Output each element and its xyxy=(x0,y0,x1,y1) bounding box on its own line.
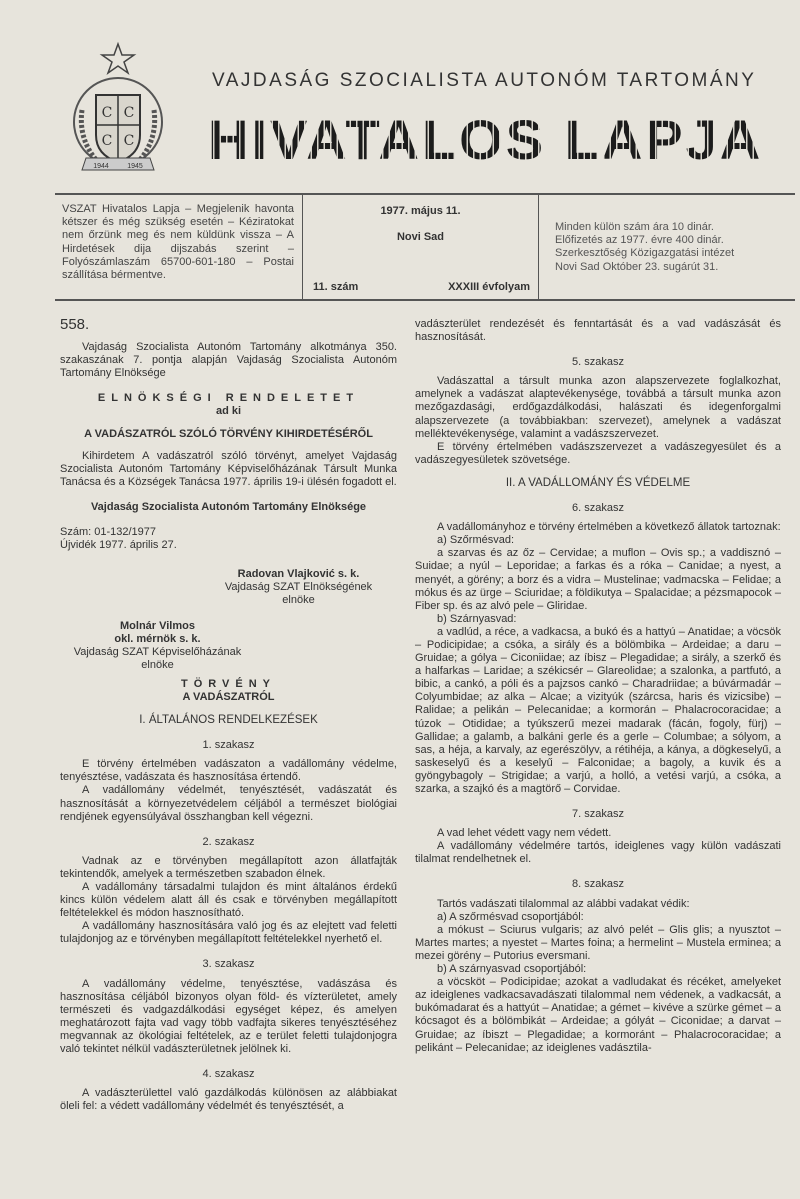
section-heading: 6. szakasz xyxy=(572,502,624,515)
left-column xyxy=(60,318,397,1113)
signature-role: elnöke xyxy=(141,658,174,671)
signature-2 xyxy=(60,620,255,672)
paragraph: A vadászterülettel való gazdálkodás különösen az alábbiakat öleli fel: a védett vadállomány védelmét és tenyésztését, a xyxy=(60,1087,397,1113)
signature-role: elnöke xyxy=(282,594,315,607)
place-date: Újvidék 1977. április 27. xyxy=(60,539,177,552)
signature-1 xyxy=(200,568,397,607)
svg-text:C: C xyxy=(123,105,135,121)
signature-name: Radovan Vlajković s. k. xyxy=(237,568,360,581)
list-label: a) A szőrmésvad csoportjából: xyxy=(437,910,584,923)
issue-info xyxy=(302,195,539,299)
section-heading: 7. szakasz xyxy=(572,808,624,821)
signature-name: Molnár Vilmos xyxy=(120,619,195,632)
info-box xyxy=(55,193,795,301)
subscription-line: Előfizetés az 1977. évre 400 dinár. xyxy=(555,234,724,247)
paragraph: E törvény értelmében vadászszervezet a vadászegyesület és a vadászegyesületek szövetsége. xyxy=(415,440,781,466)
issue-city: Novi Sad xyxy=(396,231,445,243)
paragraph: a vadlúd, a réce, a vadkacsa, a bukó és a hattyú – Anatidae; a vöcsök – Podicipidae; a csóka, a sirály és a bölömbika – Ardeidae; a daru – Gruidae; a gólya – Ciconiidae; az íbisz – Plegadidae; a sirály, a szerkő és a halfarkas – Laridae; a székicsér – Glareolidae; a szalonka, a partfutó, a bibic, a cankó, a póli és a pajzsos cankó – Charadriidae; a búvármadár – Colyumbidae; az alka – Alcae; a vizityúk (szárcsa, haris és vizicsibe) – Ralidae; a pelikán – Pelecanidae; a kormorán – Phalacrocoracidae; a túzok – Otididae; a tyúkszerű mezei madarak (fácán, fogoly, fürj) – Gallidae; a galamb, a balkáni gerle és a gerle – Columbae; a sólyom, a sas, a héja, a karvaly, az egerészölyv, a rétihéja, a kánya, a dögkeselyű, a saskeselyű és a keselyű – Falconidae; a bagoly, a kuvik és a gyöngybagoly – Strigidae; a varjú, a holló, a vetési varjú, a csóka, a szarka, a szajkó és a magtörő – Corvidae. xyxy=(415,625,781,795)
paragraph: A vadállomány hasznosítására való jog és az elejtett vad feletti tulajdonjog az e törvényben megállapított feltételekkel nyerhető el. xyxy=(60,920,397,946)
paragraph: a szarvas és az őz – Cervidae; a muflon – Ovis sp.; a vaddisznó – Suidae; a nyúl – Leporidae; a farkas és a róka – Canidae; a nyest, a menyét, a görény; a borz és a vidra – Mustelinae; vadmacska – Felidae; a mókus és az ürge – Sciuridae; a földikutya – Spalacidae; a pézsmapocok – Fiber sp. és az alvó pele – Gliridae. xyxy=(415,547,781,612)
list-label: b) Szárnyasvad: xyxy=(437,612,517,625)
preamble: Vajdaság Szocialista Autonóm Tartomány alkotmánya 350. szakaszának 7. pontja alapján Vajdaság Szocialista Autonóm Tartomány Elnöksége xyxy=(60,341,397,380)
paragraph: a vöcsköt – Podicipidae; azokat a vadludakat és récéket, amelyeket az ideiglenes vadkacsavadászati tilalommal nem védenek, a vadkacsát, a bukómadarat és a hattyút – Anatidae; a gémet – kivéve a szürke gémet – a kócsagot és a bölömbikát – Ardeidae; a gólyát – Ciconidae; a darvat – Gruidae; az íbiszt – Plegadidae; a kormoránt – Phalacrocoracidae; a pelikánt – Pelecanidae; az ideiglenes vadásztila- xyxy=(415,976,781,1054)
svg-text:1944: 1944 xyxy=(93,163,109,170)
paragraph: A vadállományhoz e törvény értelmében a következő állatok tartoznak: xyxy=(437,521,781,534)
price-info xyxy=(555,221,790,274)
paragraph: A vadállomány társadalmi tulajdon és mint általános érdekű kincs külön védelem alatt áll és csak e törvényben megállapított feltételekkel és módon hasznosítható. xyxy=(60,881,397,920)
section-heading: 4. szakasz xyxy=(202,1068,255,1081)
paragraph: A vadállomány védelme, tenyésztése, vadászása és hasznosítása céljából bizonyos olyan föld- és vízterületet, amely természeti és vadgazdálkodási egységet képez, és amelyen meghatározott fajta vad vagy több vadfajta sikeres tenyésztéséhez megvannak az ökológiai feltételek, az e terület feletti tulajdonjogra való tekintet nélkül vadászterületnek jelölnek ki. xyxy=(60,977,397,1056)
list-label: b) A szárnyasvad csoportjából: xyxy=(437,963,587,976)
svg-text:C: C xyxy=(101,133,113,149)
paragraph-continued: vadászterület rendezését és fenntartását és a vad vadászását és hasznosítását. xyxy=(415,318,781,344)
address-line: Novi Sad Október 23. sugárút 31. xyxy=(555,260,719,273)
issue-date: 1977. május 11. xyxy=(380,205,461,217)
paragraph: A vadállomány védelmére tartós, ideiglenes vagy külön vadászati tilalmat rendelhetnek el. xyxy=(415,840,781,866)
section-heading: 5. szakasz xyxy=(572,356,624,369)
paragraph: Vadnak az e törvényben megállapított azon állatfajták tekintendők, amelyek a természetben szabadon élnek. xyxy=(60,854,397,880)
masthead-title: HIVATALOS LAPJA xyxy=(208,96,788,184)
issue-volume: XXXIII évfolyam xyxy=(448,281,530,293)
paragraph: a mókust – Sciurus vulgaris; az alvó pelét – Glis glis; a nyusztot – Martes martes; a nyestet – Martes foina; a hermelint – Mustela erminea; a mezei görény – Putorius eversmani. xyxy=(415,923,781,962)
list-label: a) Szőrmésvad: xyxy=(437,534,515,547)
section-heading: 3. szakasz xyxy=(202,958,255,971)
law-title: TÖRVÉNY xyxy=(181,677,276,690)
paragraph: Tartós vadászati tilalommal az alábbi vadakat védik: xyxy=(437,897,690,910)
signature-role: Vajdaság SZAT Elnökségének xyxy=(224,581,373,594)
section-heading: 2. szakasz xyxy=(202,835,255,848)
decree-title: ELNÖKSÉGI RENDELETET xyxy=(97,392,360,405)
signatory-body: Vajdaság Szocialista Autonóm Tartomány Elnöksége xyxy=(90,500,367,513)
section-heading: 1. szakasz xyxy=(202,739,255,752)
section-heading: 8. szakasz xyxy=(572,878,624,891)
svg-text:1945: 1945 xyxy=(127,163,143,170)
signature-role: Vajdaság SZAT Képviselőházának xyxy=(73,645,242,658)
paragraph: A vadállomány védelmét, tenyésztését, vadászatát és hasznosítását a környezetvédelem céljából a természet biológiai rendjének egyensúlyával összhangban kell végezni. xyxy=(60,784,397,823)
emblem-logo xyxy=(68,40,168,188)
price-line: Minden külön szám ára 10 dinár. xyxy=(555,221,714,233)
svg-text:C: C xyxy=(123,133,135,149)
paragraph: A vad lehet védett vagy nem védett. xyxy=(437,827,612,840)
article-number: 558. xyxy=(60,316,90,333)
right-column xyxy=(415,318,781,1055)
signature-title: okl. mérnök s. k. xyxy=(114,632,201,645)
paragraph: Vadászattal a társult munka azon alapszervezete foglalkozhat, amelynek a vadászat alaptevékenysége, továbbá a társult munka azon mezőgazdasági, erdőgazdálkodási, halászati és idegenforgalmi alapszervezete (a továbbiakban: szervezet), amelynek a vadászat melléktevékenysége, valamint a vadászszervezet. xyxy=(415,375,781,440)
proclamation: Kihirdetem A vadászatról szóló törvényt, amelyet Vajdaság Szocialista Autonóm Tartomány Képviselőházának Társult Munka Tanácsa és a Községek Tanácsa 1977. április 19-i ülésén fogadott el. xyxy=(60,449,397,488)
issue-number: 11. szám xyxy=(313,281,359,293)
editorial-line: Szerkesztőség Közigazgatási intézet xyxy=(555,247,735,260)
chapter-heading: II. A VADÁLLOMÁNY ÉS VÉDELME xyxy=(505,476,691,489)
decree-ad-ki: ad ki xyxy=(215,405,242,418)
publication-notice: VSZAT Hivatalos Lapja – Megjelenik havonta kétszer és még szükség esetén – Kéziratokat nem őrzünk meg és nem küldünk vissza – A Hirdetések dija dijszabás szerint – Folyószámlaszám 65700-601-180 – Postai szállítása bérmentve. xyxy=(62,203,294,282)
masthead-top-line: VAJDASÁG SZOCIALISTA AUTONÓM TARTOMÁNY xyxy=(212,70,757,91)
decree-subject: A VADÁSZATRÓL SZÓLÓ TÖRVÉNY KIHIRDETÉSÉRŐL xyxy=(84,427,373,440)
reference-number: Szám: 01-132/1977 xyxy=(60,526,157,539)
chapter-heading: I. ÁLTALÁNOS RENDELKEZÉSEK xyxy=(139,714,318,727)
svg-text:C: C xyxy=(101,105,113,121)
paragraph: E törvény értelmében vadászaton a vadállomány védelme, tenyésztése, vadászata és hasznosítása értendő. xyxy=(60,758,397,784)
law-subtitle: A VADÁSZATRÓL xyxy=(182,690,275,703)
